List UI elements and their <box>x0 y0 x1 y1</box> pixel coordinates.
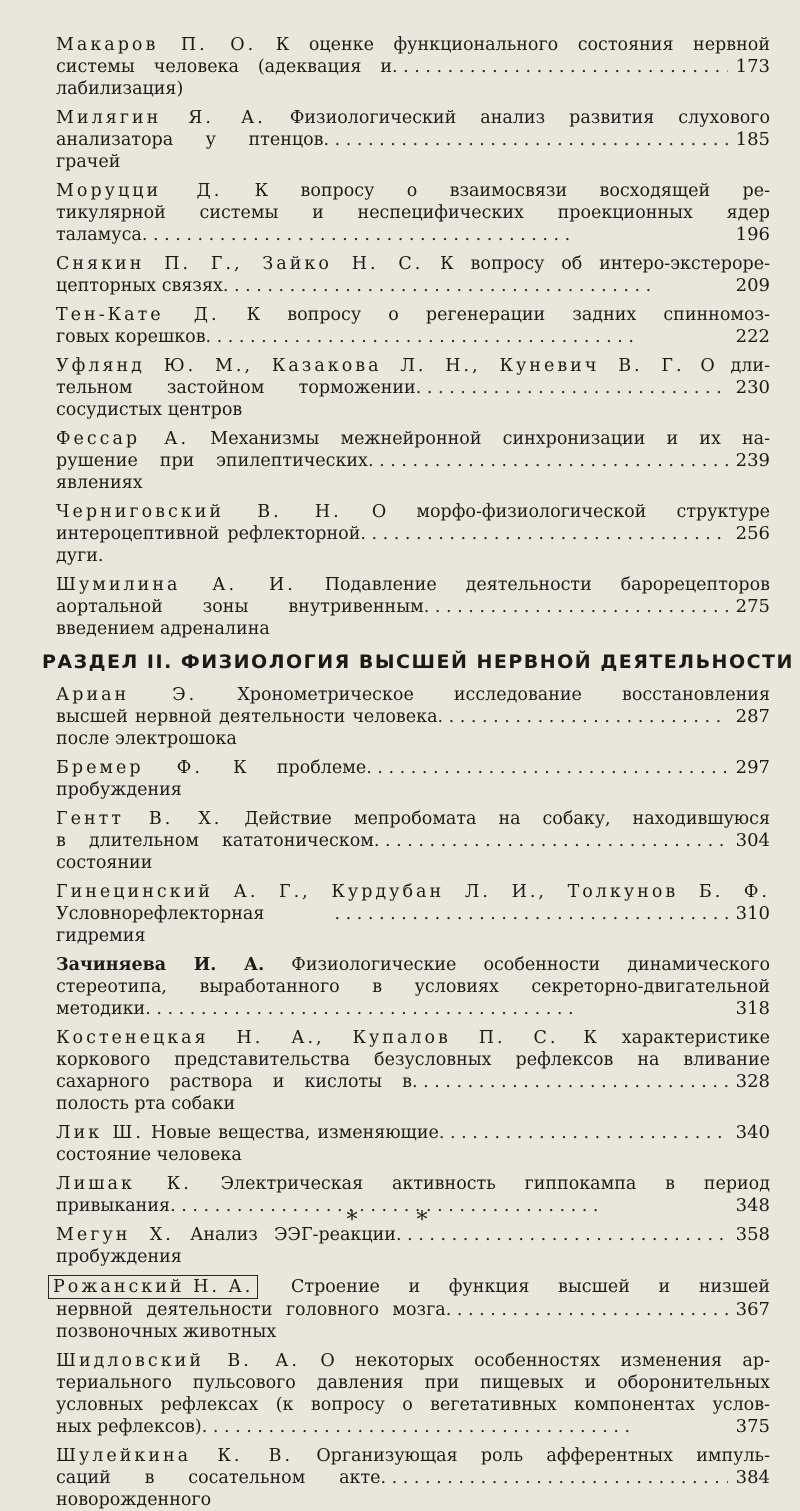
entry-page-number: 328 <box>735 1071 770 1092</box>
entry-line-text: условных рефлексах (к вопросу о вегетативных компонентах услов- <box>56 1395 770 1415</box>
toc-entry <box>56 355 770 421</box>
dot-leader <box>368 450 728 472</box>
toc-entry <box>56 1445 770 1511</box>
entry-line <box>56 253 770 275</box>
entry-line <box>56 1467 770 1511</box>
dot-leader <box>392 56 728 78</box>
entry-line <box>56 903 770 947</box>
entry-line-text: системы человека (адеквация и лабилизация) <box>56 57 392 99</box>
entry-line <box>56 34 770 56</box>
entry-line-text: Тен-Кате Д. К вопросу о регенерации задних спинномоз- <box>56 305 770 325</box>
entry-page-number: 375 <box>735 1416 770 1437</box>
entry-line <box>56 355 770 377</box>
entry-line-text: саций в сосательном акте новорожденного <box>56 1468 381 1510</box>
entry-author: Моруцци Д. <box>56 181 223 201</box>
entry-line <box>56 596 770 640</box>
entry-line <box>53 1275 770 1299</box>
entry-line <box>56 107 770 129</box>
entry-line-text: Милягин Я. А. Физиологический анализ развития слухового <box>56 108 770 128</box>
entry-author: Фессар А. <box>56 429 190 449</box>
entry-line <box>56 428 770 450</box>
entry-line <box>56 1299 770 1343</box>
dot-leader <box>438 706 728 728</box>
entry-line-text: Черниговский В. Н. О морфо-физиологической структуре <box>56 502 770 522</box>
entry-page-number: 239 <box>735 450 770 471</box>
entry-author: Шулейкина К. В. <box>56 1446 294 1466</box>
entry-author: Черниговский В. Н. <box>56 502 342 522</box>
toc-entry <box>56 1122 770 1166</box>
entry-page-number: 384 <box>735 1467 770 1488</box>
entry-page-number: 209 <box>735 275 770 296</box>
entry-author: Макаров П. О. <box>56 35 257 55</box>
entry-line-text: сахарного раствора и кислоты в полость рта собаки <box>56 1072 412 1114</box>
entry-line-text: коркового представительства безусловных рефлексов на вливание <box>56 1050 770 1070</box>
entry-line <box>56 275 770 297</box>
entry-page-number: 196 <box>735 224 770 245</box>
toc-entry <box>56 501 770 567</box>
entry-line-text: Мегун Х. Анализ ЭЭГ-реакции пробуждения <box>56 1225 396 1267</box>
entry-line-text: стереотипа, выработанного в условиях секреторно-двигательной <box>56 977 770 997</box>
section-heading: РАЗДЕЛ II. ФИЗИОЛОГИЯ ВЫСШЕЙ НЕРВНОЙ ДЕЯТЕЛЬНОСТИ <box>42 651 794 673</box>
toc-entry <box>56 954 770 1020</box>
entry-line <box>56 706 770 750</box>
entry-line-text: Зачиняева И. А. Физиологические особенности динамического <box>56 955 770 975</box>
entry-line-text: таламуса <box>56 225 142 245</box>
dot-leader <box>374 830 728 852</box>
entry-line-text: высшей нервной деятельности человека после электрошока <box>56 707 438 749</box>
entry-line <box>56 1122 770 1166</box>
toc-entry <box>56 1027 770 1115</box>
entry-line <box>56 1071 770 1115</box>
entry-author: Бремер Ф. <box>56 758 203 778</box>
entries-part2 <box>53 684 770 1511</box>
entry-line-text: рушение при эпилептических явлениях <box>56 451 368 493</box>
dot-leader <box>381 1467 728 1489</box>
entry-line-text: говых корешков <box>56 327 206 347</box>
dot-leader <box>223 275 728 297</box>
entry-page-number: 304 <box>735 830 770 851</box>
entry-line-text: Гентт В. Х. Действие мепробомата на собаку, находившуюся <box>56 809 770 829</box>
entry-author: Снякин П. Г., Зайко Н. С. <box>56 254 424 274</box>
entry-line-text: Уфлянд Ю. М., Казакова Л. Н., Куневич В. Г. О дли- <box>56 356 770 376</box>
entry-page-number: 275 <box>735 596 770 617</box>
entry-line <box>56 976 770 998</box>
entry-line <box>56 304 770 326</box>
entry-line-text: Снякин П. Г., Зайко Н. С. К вопросу об интеро-экстероре- <box>56 254 770 274</box>
dot-leader <box>366 757 727 779</box>
entry-page-number: 310 <box>735 903 770 924</box>
toc-entry <box>53 1275 770 1343</box>
entry-author: Костенецкая Н. А., Купалов П. С. <box>56 1028 559 1048</box>
entry-line-text: интероцептивной рефлекторной дуги. <box>56 524 361 566</box>
entry-line-text: Бремер Ф. К проблеме пробуждения <box>56 758 367 800</box>
dot-leader <box>424 596 728 618</box>
entry-line <box>56 1394 770 1416</box>
entry-line <box>56 450 770 494</box>
entry-author: Милягин Я. А. <box>56 108 266 128</box>
entry-line-text: тикулярной системы и неспецифических проекционных ядер <box>56 203 770 223</box>
entry-page-number: 256 <box>735 523 770 544</box>
entry-line <box>56 1350 770 1372</box>
entry-author: Тен-Кате Д. <box>56 305 220 325</box>
entry-line <box>56 224 770 246</box>
entry-line-text: Макаров П. О. К оценке функционального состояния нервной <box>56 35 770 55</box>
entry-line-text: Шидловский В. А. О некоторых особенностях изменения ар- <box>56 1351 770 1371</box>
toc-entry <box>56 574 770 640</box>
toc-entry <box>56 881 770 947</box>
toc-entry <box>56 107 770 173</box>
entry-line <box>56 180 770 202</box>
dot-leader <box>360 523 727 545</box>
dot-leader <box>412 1071 728 1093</box>
entry-line-text: цепторных связях <box>56 276 223 296</box>
entry-line-text: привыкания <box>56 1196 171 1216</box>
entry-line-text: Лик Ш. Новые вещества, изменяющие состояние человека <box>56 1123 439 1165</box>
entry-page-number: 367 <box>735 1299 770 1320</box>
entry-line-text: анализатора у птенцов грачей <box>56 130 324 172</box>
entry-page-number: 348 <box>735 1195 770 1216</box>
dot-leader <box>439 1122 728 1144</box>
entry-line <box>56 830 770 874</box>
entry-line-text: Лишак К. Электрическая активность гиппокампа в период <box>56 1174 770 1194</box>
toc-entry <box>56 757 770 801</box>
entry-line <box>56 129 770 173</box>
entry-author: Рожанский Н. А. <box>48 1275 258 1299</box>
entry-line <box>56 1027 770 1049</box>
entry-line-text: Рожанский Н. А. Строение и функция высшей и низшей <box>56 1277 770 1297</box>
dot-leader <box>324 129 728 151</box>
entry-line <box>56 684 770 706</box>
toc-entry <box>56 304 770 348</box>
entry-author: Шидловский В. А. <box>56 1351 300 1371</box>
entry-author: Гинецинский А. Г., Курдубан Л. И., Толкунов Б. Ф. <box>56 882 770 902</box>
entry-line-text: аортальной зоны внутривенным введением адреналина <box>56 597 424 639</box>
entry-page-number: 185 <box>735 129 770 150</box>
entry-line <box>56 501 770 523</box>
dot-leader <box>202 1416 728 1438</box>
dot-leader <box>446 1299 728 1321</box>
entry-author: Лик Ш. <box>56 1123 144 1143</box>
dot-leader <box>206 326 728 348</box>
entry-line <box>56 1173 770 1195</box>
entries-part1 <box>56 34 770 640</box>
dot-leader <box>334 903 727 925</box>
toc-entry <box>56 808 770 874</box>
entry-line-text: Условнорефлекторная гидремия <box>56 904 265 946</box>
entry-line-text <box>56 882 770 902</box>
entry-line-text: Моруцци Д. К вопросу о взаимосвязи восходящей ре- <box>56 181 770 201</box>
entry-line-text: методики <box>56 999 146 1019</box>
entry-line <box>56 757 770 801</box>
entry-line-text: териального пульсового давления при пищевых и оборонительных <box>56 1373 770 1393</box>
entry-line <box>56 1445 770 1467</box>
entry-line <box>56 377 770 421</box>
toc-entry <box>56 253 770 297</box>
entry-line <box>56 523 770 567</box>
entry-line <box>56 1416 770 1438</box>
entry-line <box>56 808 770 830</box>
entry-line <box>56 574 770 596</box>
entry-page-number: 318 <box>735 998 770 1019</box>
entry-line-text: Костенецкая Н. А., Купалов П. С. К характеристике <box>56 1028 770 1048</box>
entry-line <box>56 202 770 224</box>
entry-author: Гентт В. Х. <box>56 809 223 829</box>
entry-author: Шумилина А. И. <box>56 575 296 595</box>
entry-page-number: 173 <box>735 56 770 77</box>
toc-entry <box>56 180 770 246</box>
entry-author: Мегун Х. <box>56 1225 174 1245</box>
entry-author: Зачиняева И. А. <box>56 955 265 975</box>
entry-page-number: 340 <box>735 1122 770 1143</box>
entry-page-number: 222 <box>735 326 770 347</box>
entry-line <box>56 56 770 100</box>
entry-author: Уфлянд Ю. М., Казакова Л. Н., Куневич В. Г. <box>56 356 685 376</box>
entry-page-number: 230 <box>735 377 770 398</box>
toc-entry <box>56 1350 770 1438</box>
entry-line-text: ных рефлексов) <box>56 1417 202 1437</box>
entry-line <box>56 881 770 903</box>
entry-line-text: в длительном кататоническом состоянии <box>56 831 374 873</box>
dot-leader <box>145 998 727 1020</box>
entry-page-number: 358 <box>735 1224 770 1245</box>
entry-author: Ариан Э. <box>56 685 198 705</box>
entry-line-text: Ариан Э. Хронометрическое исследование восстановления <box>56 685 770 705</box>
entry-line-text: Шулейкина К. В. Организующая роль афферентных импуль- <box>56 1446 770 1466</box>
entry-line-text: Фессар А. Механизмы межнейронной синхронизации и их на- <box>56 429 770 449</box>
entry-line <box>56 326 770 348</box>
entry-line-text: тельном застойном торможении сосудистых центров <box>56 378 416 420</box>
entry-line-text: нервной деятельности головного мозга позвоночных животных <box>56 1300 446 1342</box>
entry-line <box>56 954 770 976</box>
entry-line <box>56 1372 770 1394</box>
entry-line <box>56 1049 770 1071</box>
toc-entry <box>56 684 770 750</box>
entry-line-text: Шумилина А. И. Подавление деятельности барорецепторов <box>56 575 770 595</box>
entry-page-number: 297 <box>735 757 770 778</box>
entry-author: Лишак К. <box>56 1174 192 1194</box>
dot-leader <box>142 224 728 246</box>
footer-ornament: * * <box>346 1208 454 1233</box>
toc-entry <box>56 34 770 100</box>
toc-entry <box>56 428 770 494</box>
entry-page-number: 287 <box>735 706 770 727</box>
entry-line <box>56 998 770 1020</box>
dot-leader <box>416 377 728 399</box>
